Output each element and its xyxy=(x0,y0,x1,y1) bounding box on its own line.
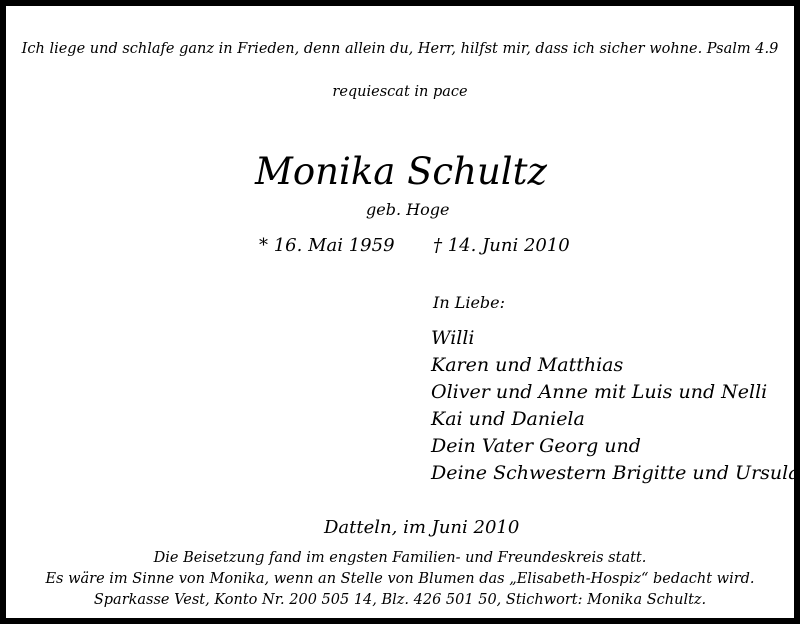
funeral-notes xyxy=(6,551,794,614)
mourner-name: Kai und Daniela xyxy=(431,408,585,430)
in-love-label: In Liebe: xyxy=(433,293,506,312)
place-date: Datteln, im Juni 2010 xyxy=(324,517,520,538)
note-line: Sparkasse Vest, Konto Nr. 200 505 14, Blz. 426 501 50, Stichwort: Monika Schultz. xyxy=(93,592,707,608)
note-line: Es wäre im Sinne von Monika, wenn an Stelle von Blumen das „Elisabeth-Hospiz“ bedacht wird. xyxy=(45,571,755,587)
mourner-name: Karen und Matthias xyxy=(431,354,624,376)
mourner-name: Dein Vater Georg und xyxy=(431,435,641,457)
death-date: † 14. Juni 2010 xyxy=(433,235,570,256)
mourner-name: Willi xyxy=(431,327,475,349)
maiden-name: geb. Hoge xyxy=(366,200,450,219)
birth-date: * 16. Mai 1959 xyxy=(259,235,395,256)
deceased-name: Monika Schultz xyxy=(255,150,547,193)
psalm-quote: Ich liege und schlafe ganz in Frieden, denn allein du, Herr, hilfst mir, dass ich sicher wohne. Psalm 4.9 xyxy=(21,41,779,57)
requiescat-line: requiescat in pace xyxy=(332,84,468,100)
mourners-list xyxy=(431,328,800,490)
mourner-name: Oliver und Anne mit Luis und Nelli xyxy=(431,381,768,403)
note-line: Die Beisetzung fand im engsten Familien- und Freundeskreis statt. xyxy=(153,550,647,566)
mourner-name: Deine Schwestern Brigitte und Ursula xyxy=(431,462,800,484)
